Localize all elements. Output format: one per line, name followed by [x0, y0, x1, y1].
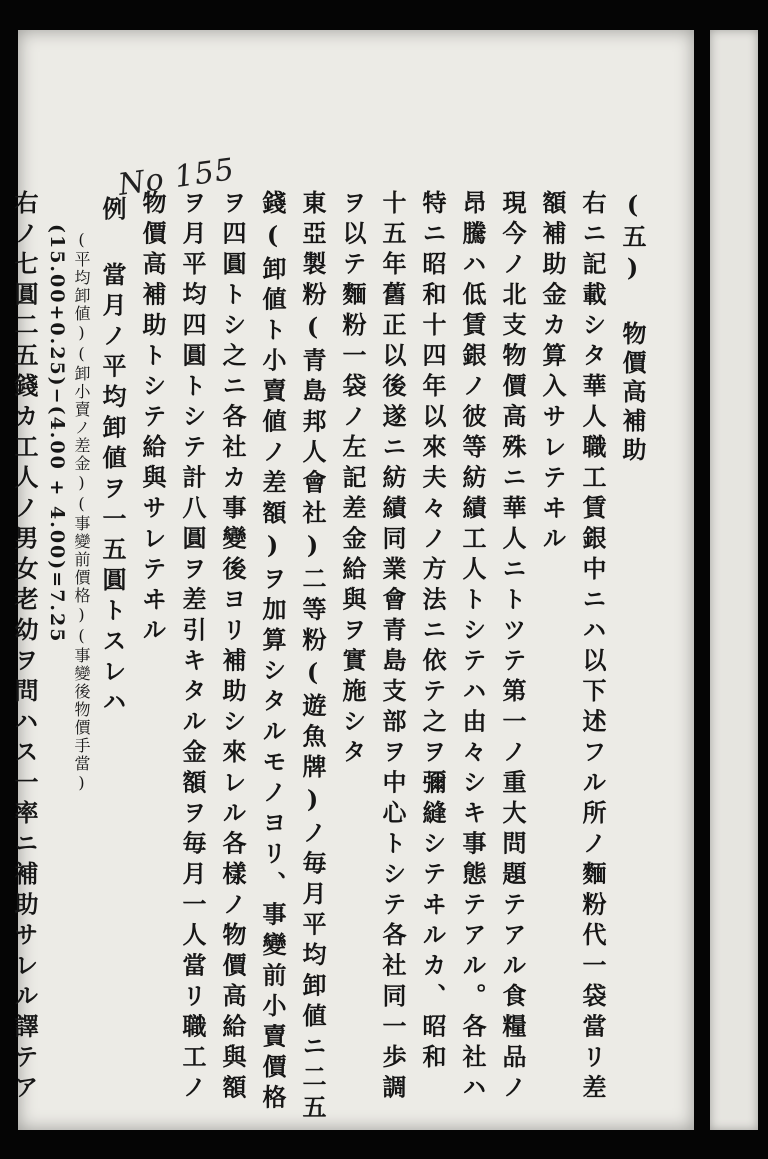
formula-labels: (平均卸値)(卸小賣ノ差金)(事變前價格)(事變後物價手當) [72, 230, 91, 794]
text-line-2: 額補助金カ算入サレテヰル [538, 190, 567, 556]
handwritten-page-number: No 155 [116, 152, 237, 203]
text-line-12: 物價高補助トシテ給與サレテヰル [138, 190, 167, 648]
text-line-7: ヲ以テ麵粉一袋ノ左記差金給與ヲ實施シタ [338, 190, 367, 770]
text-line-3: 現今ノ北支物價高殊ニ華人ニトツテ第一ノ重大問題テアル食糧品ノ [498, 190, 527, 1105]
text-line-11: ヲ月平均四圓トシテ計八圓ヲ差引キタル金額ヲ毎月一人當リ職工ノ [178, 190, 207, 1105]
adjacent-page-edge [710, 30, 758, 1130]
text-line-1: 右ニ記載シタ華人職工賃銀中ニハ以下述フル所ノ麵粉代一袋當リ差 [578, 190, 607, 1105]
section-heading: (五) 物價高補助 [618, 190, 647, 466]
text-line-6: 十五年舊正以後遂ニ紡績同業會青島支部ヲ中心トシテ各社同一歩調 [378, 190, 407, 1105]
text-line-8: 東亞製粉(青島邦人會社)二等粉(遊魚牌)ノ毎月平均卸値ニ二五 [298, 190, 327, 1125]
text-line-10: ヲ四圓トシ之ニ各社カ事變後ヨリ補助シ來レル各樣ノ物價高給與額 [218, 190, 247, 1105]
example-line: 例 當月ノ平均卸値ヲ一五圓トスレハ [98, 196, 127, 720]
formula-values: (15.00+0.25)−(4.00 + 4.00)=7.25 [46, 224, 68, 644]
text-line-5: 特ニ昭和十四年以來夫々ノ方法ニ依テ之ヲ彌縫シテヰルカ、昭和 [418, 190, 447, 1075]
final-text-line: 右ノ七圓二五錢カ工人ノ男女老幼ヲ問ハス一率ニ補助サレル譯テア [10, 190, 39, 1105]
vertical-text-body [4, 190, 652, 1125]
text-line-4: 昂騰ハ低賃銀ノ彼等紡績工人トシテハ由々シキ事態テアル。各社ハ [458, 190, 487, 1105]
text-line-9: 錢(卸値ト小賣値ノ差額)ヲ加算シタルモノヨリ、事變前小賣價格 [258, 190, 287, 1115]
